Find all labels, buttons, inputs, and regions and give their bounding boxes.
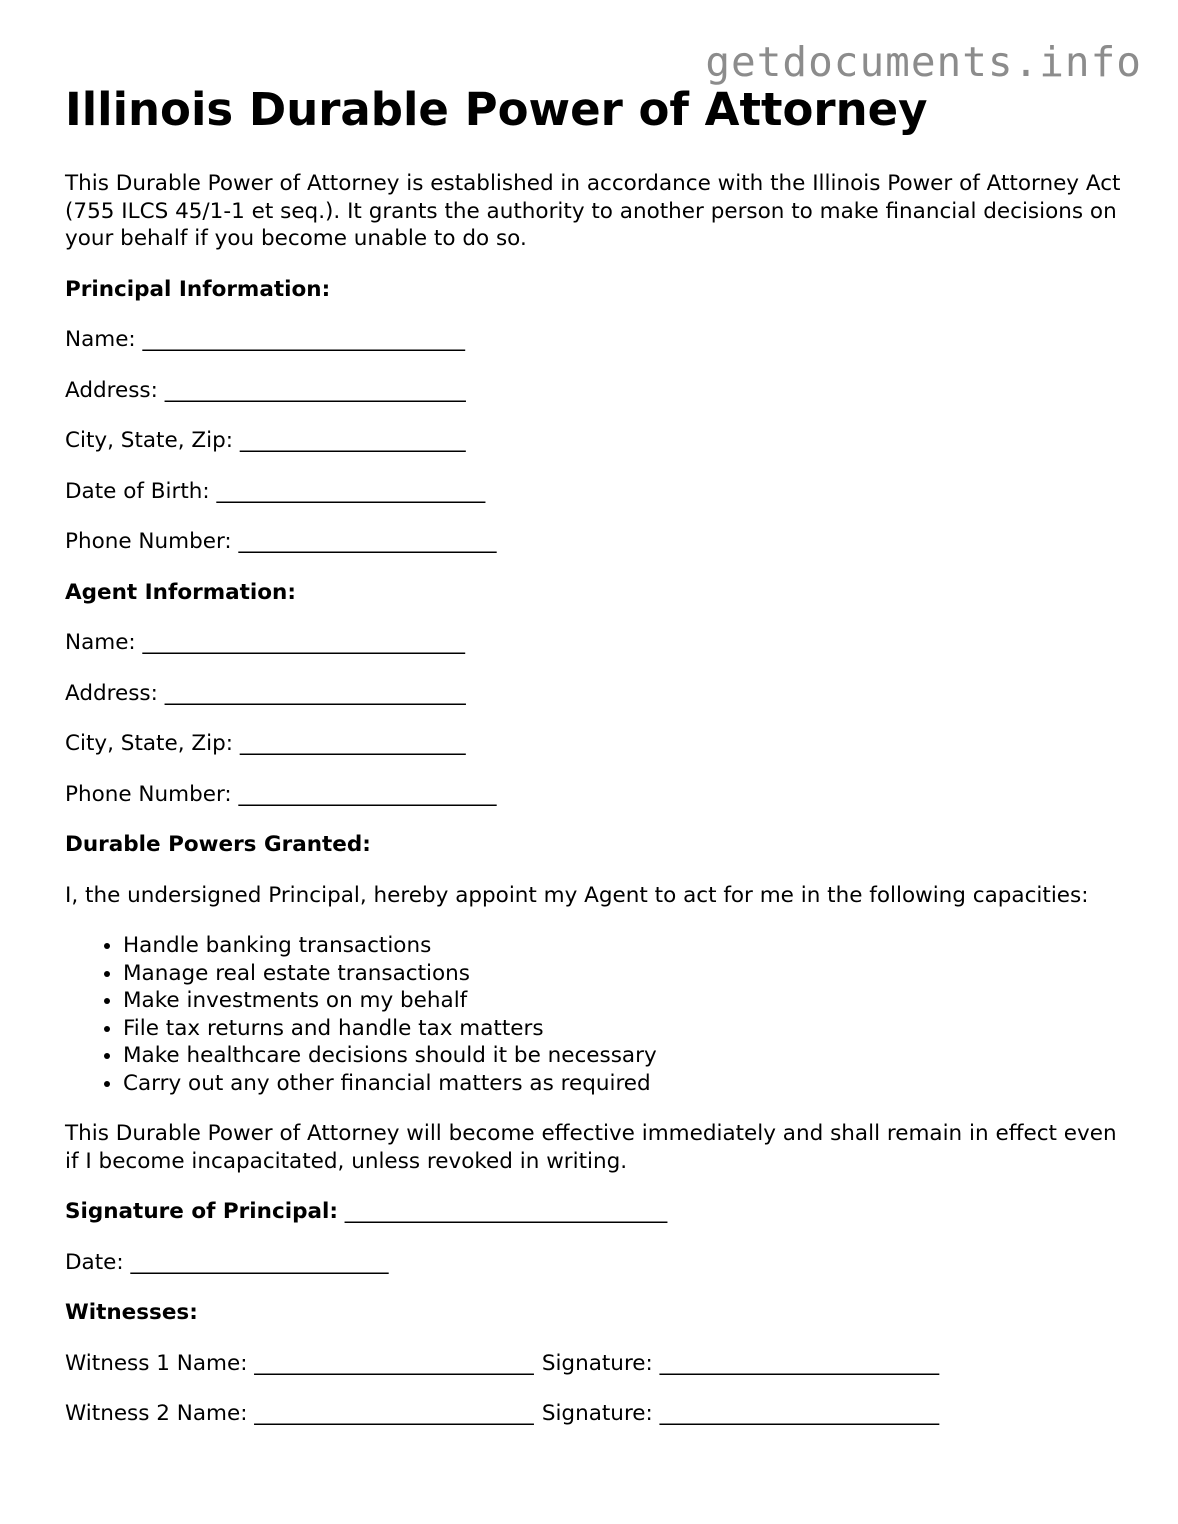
list-item: • Carry out any other financial matters as required xyxy=(123,1070,1125,1098)
witness-2-name-field[interactable]: Witness 2 Name: __________________________ xyxy=(65,1401,534,1426)
witness-1-signature-field[interactable]: Signature: __________________________ xyxy=(541,1350,940,1376)
signature-date-field[interactable]: Date: ________________________ xyxy=(65,1249,389,1275)
watermark: getdocuments.info xyxy=(705,38,1142,86)
signature-line[interactable]: ______________________________ xyxy=(344,1199,668,1224)
effective-paragraph: This Durable Power of Attorney will become effective immediately and shall remain in effect even if I become incapacitated, unless revoked in writing. xyxy=(65,1121,1117,1174)
list-item: • File tax returns and handle tax matters xyxy=(123,1015,1125,1043)
list-item: • Make investments on my behalf xyxy=(123,987,1125,1015)
list-item: • Manage real estate transactions xyxy=(123,960,1125,988)
agent-city-field[interactable]: City, State, Zip: _____________________ xyxy=(65,731,466,756)
document-page xyxy=(65,80,1125,1428)
intro-paragraph: This Durable Power of Attorney is established in accordance with the Illinois Power of Attorney Act (755 ILCS 45/1-1 et seq.). It grants the authority to another person to make financial decisions on your behalf if you become unable to do so. xyxy=(65,171,1121,251)
powers-text: I, the undersigned Principal, hereby appoint my Agent to act for me in the following capacities: xyxy=(65,882,1089,908)
agent-name-field[interactable]: Name: ______________________________ xyxy=(65,630,466,655)
witness-2-signature-field[interactable]: Signature: __________________________ xyxy=(541,1401,940,1426)
powers-heading: Durable Powers Granted: xyxy=(65,832,371,857)
list-item: • Handle banking transactions xyxy=(123,932,1125,960)
list-item: • Make healthcare decisions should it be necessary xyxy=(123,1042,1125,1070)
page-title: Illinois Durable Power of Attorney xyxy=(65,83,928,136)
principal-address-field[interactable]: Address: ____________________________ xyxy=(65,377,466,403)
principal-name-field[interactable]: Name: ______________________________ xyxy=(65,327,466,352)
witness-2-row xyxy=(65,1400,1125,1428)
principal-city-field[interactable]: City, State, Zip: _____________________ xyxy=(65,428,466,453)
agent-phone-field[interactable]: Phone Number: ________________________ xyxy=(65,781,497,807)
witness-1-name-field[interactable]: Witness 1 Name: __________________________ xyxy=(65,1350,534,1376)
witnesses-heading: Witnesses: xyxy=(65,1300,198,1325)
agent-address-field[interactable]: Address: ____________________________ xyxy=(65,680,466,706)
powers-list xyxy=(65,932,1125,1097)
principal-phone-field[interactable]: Phone Number: ________________________ xyxy=(65,529,497,554)
agent-heading: Agent Information: xyxy=(65,579,296,605)
principal-heading: Principal Information: xyxy=(65,276,331,302)
principal-dob-field[interactable]: Date of Birth: _________________________ xyxy=(65,478,486,504)
witness-1-row xyxy=(65,1350,1125,1378)
signature-label: Signature of Principal: xyxy=(65,1199,338,1224)
principal-signature-field[interactable] xyxy=(65,1198,1125,1226)
